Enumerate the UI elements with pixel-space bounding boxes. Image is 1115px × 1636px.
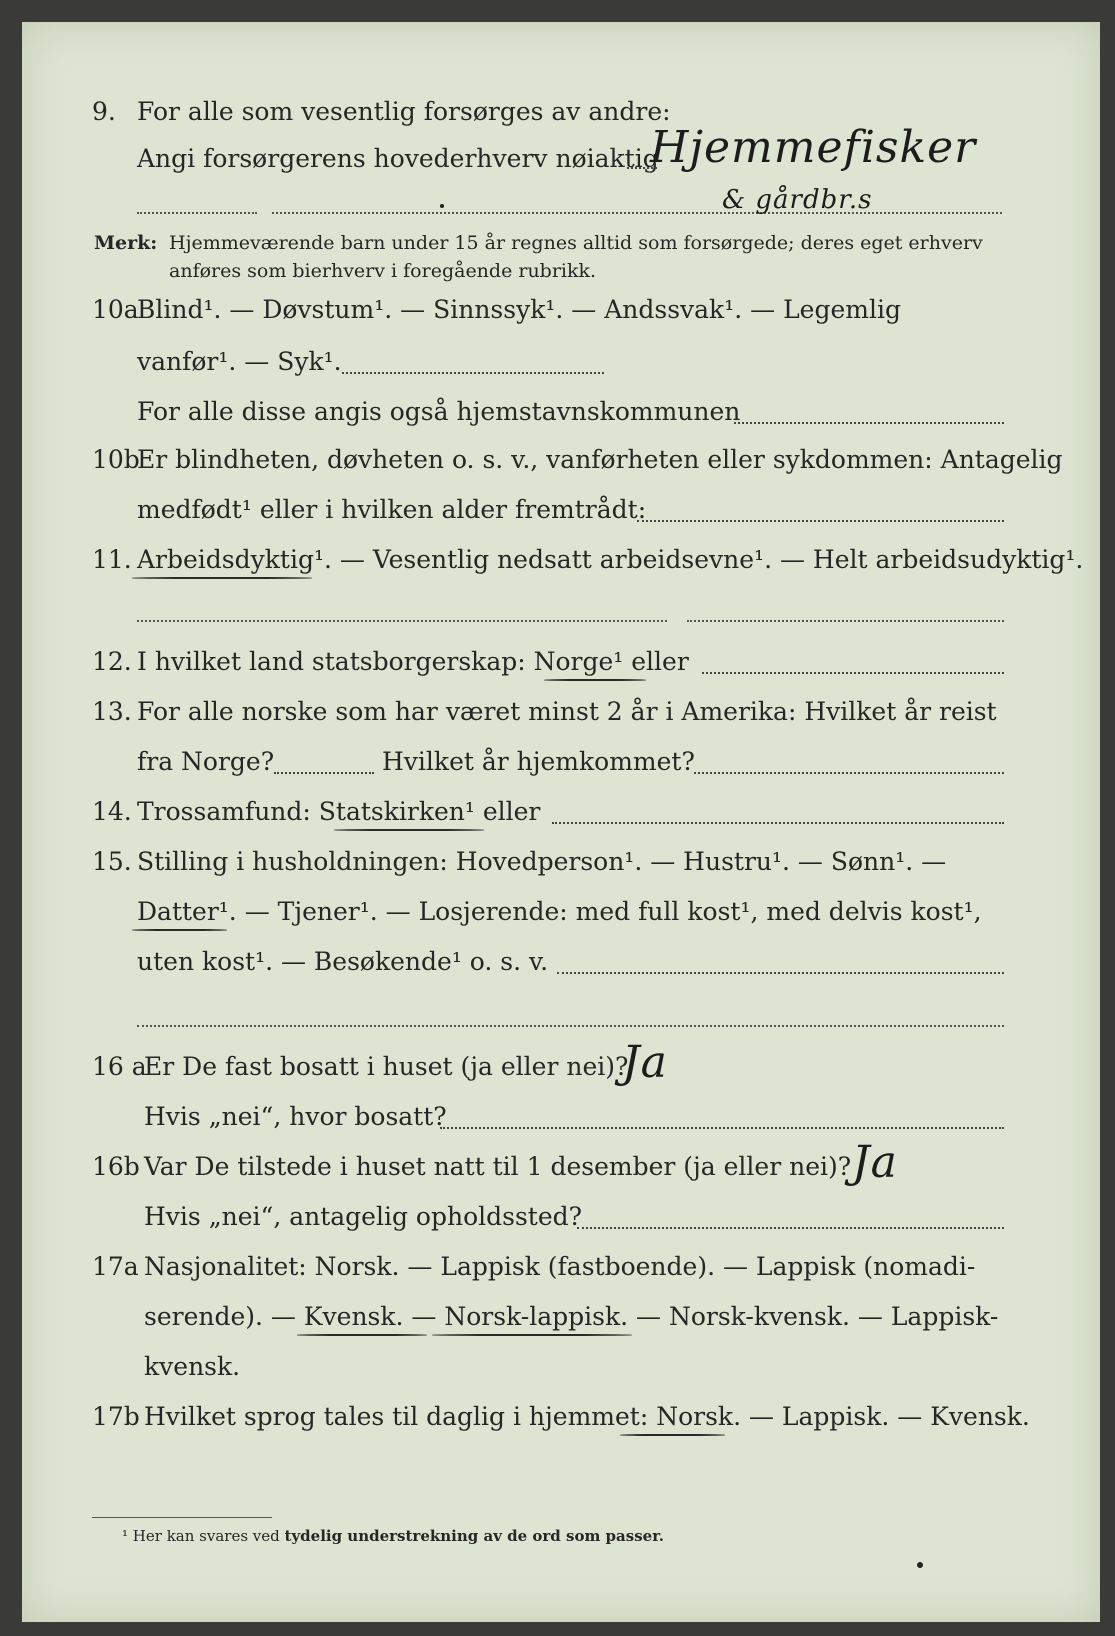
q17b-number: 17b	[92, 1402, 140, 1431]
q9-blank-line-b	[272, 212, 1002, 214]
census-form-sheet	[22, 22, 1100, 1622]
q17a-number: 17a	[92, 1252, 139, 1281]
q13-reist-line	[274, 772, 374, 774]
q15-number: 15.	[92, 847, 132, 876]
footnote-rule	[92, 1517, 272, 1518]
footnote-mark: ¹	[122, 1527, 129, 1545]
q16b-line2: Hvis „nei“, antagelig opholdssted?	[144, 1202, 583, 1231]
q11-blank-line-a	[137, 620, 667, 622]
q17a-underline-norsk-lappisk	[432, 1334, 632, 1336]
ink-dot	[917, 1562, 923, 1568]
merk-line1: Hjemmeværende barn under 15 år regnes alltid som forsørgede; deres eget erhverv	[169, 232, 983, 254]
q10a-kommune-line	[734, 422, 1004, 424]
q16a-handwritten-answer: Ja	[622, 1037, 668, 1088]
ink-dot-small	[440, 204, 444, 208]
q9-handwritten-answer: Hjemmefisker	[650, 122, 977, 173]
q13-line2b: Hvilket år hjemkommet?	[382, 747, 695, 776]
q10a-line2: vanfør¹. — Syk¹.	[137, 347, 342, 376]
q14-number: 14.	[92, 797, 132, 826]
q16b-number: 16b	[92, 1152, 140, 1181]
q16b-line1: Var De tilstede i huset natt til 1 desember (ja eller nei)?	[144, 1152, 852, 1181]
q15-blank-line	[137, 1025, 1004, 1027]
q11-underline-arbeidsdyktig	[132, 577, 312, 579]
q13-line2a: fra Norge?	[137, 747, 275, 776]
q13-number: 13.	[92, 697, 132, 726]
q12-line1: I hvilket land statsborgerskap: Norge¹ eller	[137, 647, 689, 676]
q15-line2: Datter¹. — Tjener¹. — Losjerende: med full kost¹, med delvis kost¹,	[137, 897, 982, 926]
q10a-number: 10a	[92, 295, 139, 324]
q16b-answer-line	[577, 1227, 1004, 1229]
footnote	[122, 1527, 664, 1545]
q10a-line1: Blind¹. — Døvstum¹. — Sinnssyk¹. — Andssvak¹. — Legemlig	[137, 295, 901, 324]
q17b-line1: Hvilket sprog tales til daglig i hjemmet: Norsk. — Lappisk. — Kvensk.	[144, 1402, 1030, 1431]
q15-underline-datter	[132, 929, 227, 931]
q11-number: 11.	[92, 545, 132, 574]
q15-line1: Stilling i husholdningen: Hovedperson¹. — Hustru¹. — Sønn¹. —	[137, 847, 947, 876]
q10b-answer-line	[637, 520, 1004, 522]
q10b-number: 10b	[92, 445, 140, 474]
q10a-syk-line	[342, 372, 604, 374]
q9-number: 9.	[92, 97, 116, 126]
q9-line1: For alle som vesentlig forsørges av andre:	[137, 97, 671, 126]
footnote-text-bold: tydelig understrekning av de ord som passer.	[284, 1527, 664, 1545]
q11-blank-line-b	[687, 620, 1004, 622]
q10b-line2: medfødt¹ eller i hvilken alder fremtrådt:	[137, 495, 647, 524]
q16a-answer-line	[440, 1127, 1004, 1129]
q16a-line1: Er De fast bosatt i huset (ja eller nei)?	[144, 1052, 629, 1081]
merk-label: Merk:	[94, 232, 158, 254]
q17a-underline-kvensk	[297, 1334, 427, 1336]
q12-answer-line	[702, 672, 1004, 674]
q9-line2: Angi forsørgerens hovederhverv nøiaktig	[137, 144, 659, 173]
q16a-number: 16 a	[92, 1052, 147, 1081]
q16a-line2: Hvis „nei“, hvor bosatt?	[144, 1102, 447, 1131]
q16b-handwritten-answer: Ja	[852, 1137, 898, 1188]
q17b-underline-norsk	[620, 1434, 725, 1436]
q12-underline-norge	[544, 679, 646, 681]
q17a-line2: serende). — Kvensk. — Norsk-lappisk. — Norsk-kvensk. — Lappisk-	[144, 1302, 999, 1331]
q14-answer-line	[552, 822, 1004, 824]
footnote-text: Her kan svares ved	[132, 1527, 285, 1545]
q13-hjemkommet-line	[694, 772, 1004, 774]
q14-underline-statskirken	[334, 829, 484, 831]
q15-answer-line	[557, 972, 1004, 974]
q14-line1: Trossamfund: Statskirken¹ eller	[137, 797, 541, 826]
q9-handwritten-answer-2: & gårdbr.s	[722, 185, 873, 215]
q10b-line1: Er blindheten, døvheten o. s. v., vanførheten eller sykdommen: Antagelig	[137, 445, 1063, 474]
q17a-line1: Nasjonalitet: Norsk. — Lappisk (fastboende). — Lappisk (nomadi-	[144, 1252, 976, 1281]
q15-line3: uten kost¹. — Besøkende¹ o. s. v.	[137, 947, 549, 976]
q17a-line3: kvensk.	[144, 1352, 241, 1381]
merk-line2: anføres som bierhverv i foregående rubrikk.	[169, 260, 597, 282]
q13-line1: For alle norske som har været minst 2 år i Amerika: Hvilket år reist	[137, 697, 997, 726]
census-form	[22, 22, 1100, 1622]
q10a-line3: For alle disse angis også hjemstavnskommunen	[137, 397, 741, 426]
q12-number: 12.	[92, 647, 132, 676]
q9-blank-line-a	[137, 212, 257, 214]
q11-line1: Arbeidsdyktig¹. — Vesentlig nedsatt arbeidsevne¹. — Helt arbeidsudyktig¹.	[137, 545, 1084, 574]
